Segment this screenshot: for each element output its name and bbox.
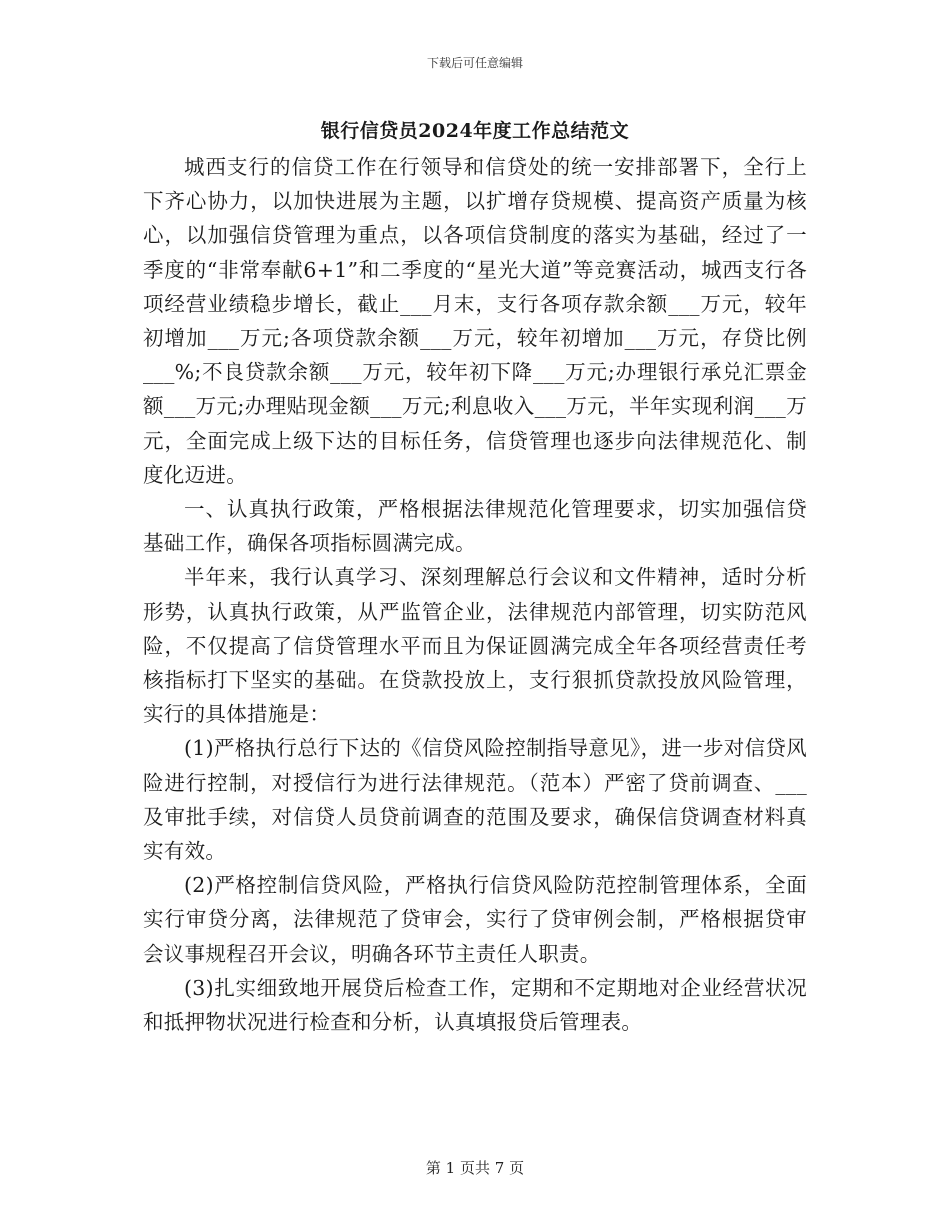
paragraph-overview: 半年来，我行认真学习、深刻理解总行会议和文件精神，适时分析形势，认真执行政策，从严监管企业，法律规范内部管理，切实防范风险，不仅提高了信贷管理水平而且为保证圆满完成全年各项经营责任考核指标打下坚实的基础。在贷款投放上，支行狠抓贷款投放风险管理，实行的具体措施是： [143,565,807,727]
header-note: 下载后可任意编辑 [426,56,523,70]
paragraph-measure-1: (1)严格执行总行下达的《信贷风险控制指导意见》，进一步对信贷风险进行控制，对授信行为进行法律规范。（范本）严密了贷前调查、___及审批手续，对信贷人员贷前调查的范围及要求，确保信贷调查材料真实有效。 [143,736,807,864]
document-title: 银行信贷员2024年度工作总结范文 [320,120,630,142]
paragraph-measure-2: (2)严格控制信贷风险，严格执行信贷风险防范控制管理体系，全面实行审贷分离，法律规范了贷审会，实行了贷审例会制，严格根据贷审会议事规程召开会议，明确各环节主责任人职责。 [143,873,807,966]
document-body [143,150,807,1039]
paragraph-intro: 城西支行的信贷工作在行领导和信贷处的统一安排部署下，全行上下齐心协力，以加快进展为主题，以扩增存贷规模、提高资产质量为核心，以加强信贷管理为重点，以各项信贷制度的落实为基础，经过了一季度的“非常奉献6+1”和二季度的“星光大道”等竞赛活动，城西支行各项经营业绩稳步增长，截止___月末，支行各项存款余额___万元，较年初增加___万元;各项贷款余额___万元，较年初增加___万元，存贷比例___%;不良贷款余额___万元，较年初下降___万元;办理银行承兑汇票金额___万元;办理贴现金额___万元;利息收入___万元，半年实现利润___万元，全面完成上级下达的目标任务，信贷管理也逐步向法律规范化、制度化迈进。 [143,155,807,487]
paragraph-section-heading: 一、认真执行政策，严格根据法律规范化管理要求，切实加强信贷基础工作，确保各项指标圆满完成。 [143,497,807,556]
page-number: 第 1 页共 7 页 [425,1159,525,1177]
paragraph-measure-3: (3)扎实细致地开展贷后检查工作，定期和不定期地对企业经营状况和抵押物状况进行检查和分析，认真填报贷后管理表。 [143,975,807,1035]
